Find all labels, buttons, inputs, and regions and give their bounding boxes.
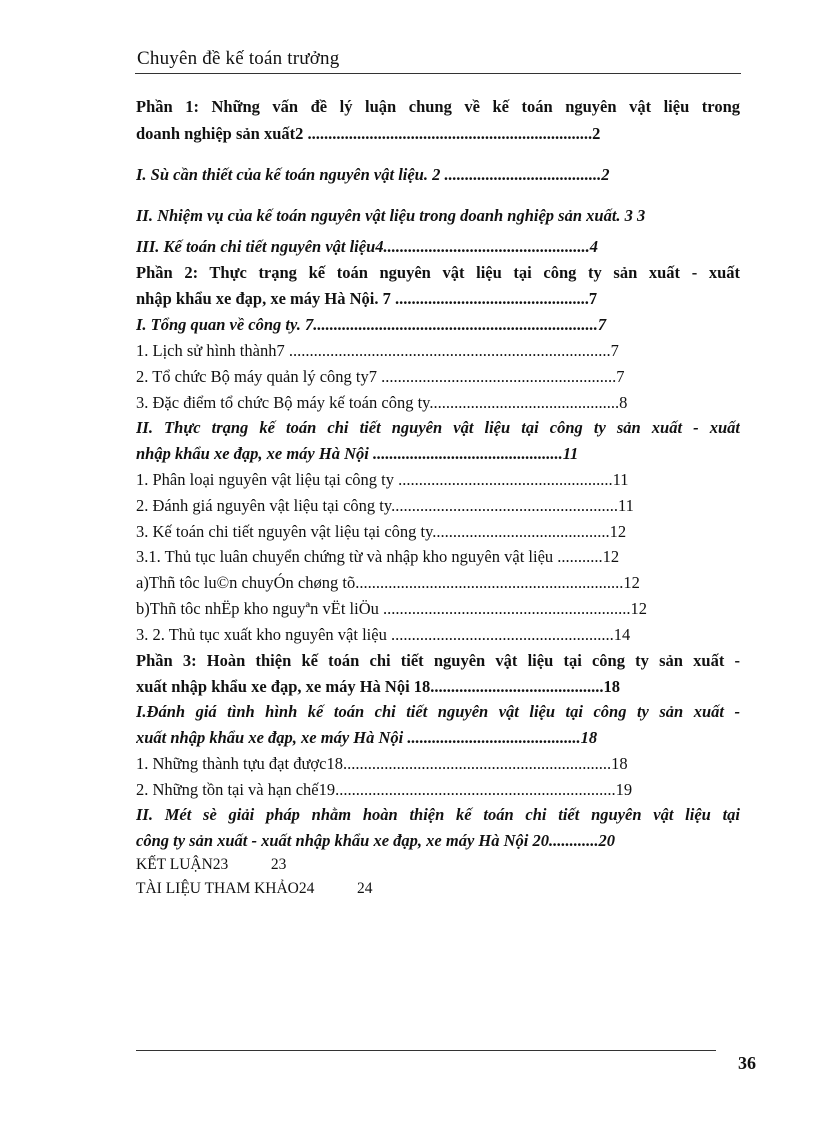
toc-entry-3-1-line-2: xuất nhập khẩu xe đạp, xe máy Hà Nội ..........................................18 bbox=[136, 728, 598, 747]
toc-entry-2-1-2: 2. Tổ chức Bộ máy quản lý công ty7 .........................................................7 bbox=[136, 367, 625, 386]
toc-part-1-line-1: Phần 1: Những vấn đề lý luận chung về kế toán nguyên vật liệu trong bbox=[136, 97, 740, 116]
toc-entry-2-1-3: 3. Đặc điểm tổ chức Bộ máy kế toán công ty..............................................8 bbox=[136, 393, 628, 412]
toc-part-2-line-1: Phần 2: Thực trạng kế toán nguyên vật liệu tại công ty sản xuất - xuất bbox=[136, 263, 740, 282]
toc-entry-2-2-2: 2. Đánh giá nguyên vật liệu tại công ty.......................................................11 bbox=[136, 496, 634, 515]
page-number: 36 bbox=[738, 1053, 756, 1073]
toc-entry-3-1-2: 2. Những tồn tại và hạn chế19....................................................................19 bbox=[136, 780, 633, 799]
toc-entry-2-2-1: 1. Phân loại nguyên vật liệu tại công ty ....................................................11 bbox=[136, 470, 629, 489]
toc-entry-2-1: I. Tổng quan về công ty. 7.....................................................................7 bbox=[136, 315, 607, 334]
toc-entry-2-2-line-1: II. Thực trạng kế toán chi tiết nguyên vật liệu tại công ty sản xuất - xuất bbox=[136, 418, 740, 437]
toc-entry-3-2-line-2: công ty sản xuất - xuất nhập khẩu xe đạp, xe máy Hà Nội 20............20 bbox=[136, 831, 615, 850]
header-divider bbox=[135, 73, 741, 74]
footer-divider bbox=[136, 1050, 716, 1051]
toc-entry-3-1-1: 1. Những thành tựu đạt được18.................................................................18 bbox=[136, 754, 628, 773]
toc-entry-1-2: II. Nhiệm vụ của kế toán nguyên vật liệu trong doanh nghiệp sản xuất. 3 3 bbox=[136, 206, 646, 225]
toc-entry-1-3: III. Kế toán chi tiết nguyên vật liệu4..................................................4 bbox=[136, 237, 599, 256]
toc-entry-1-1: I. Sù cần thiết của kế toán nguyên vật liệu. 2 ......................................2 bbox=[136, 165, 610, 184]
toc-conclusion: KẾT LUẬN23 23 bbox=[136, 856, 287, 873]
toc-entry-2-1-1: 1. Lịch sử hình thành7 ..............................................................................7 bbox=[136, 341, 619, 360]
toc-entry-3-2-line-1: II. Mét sè giải pháp nhằm hoàn thiện kế toán chi tiết nguyên vật liệu tại bbox=[136, 805, 740, 824]
toc-part-1-line-2: doanh nghiệp sản xuất2 .....................................................................2 bbox=[136, 124, 601, 143]
toc-part-3-line-1: Phần 3: Hoàn thiện kế toán chi tiết nguyên vật liệu tại công ty sản xuất - bbox=[136, 651, 740, 670]
toc-references: TÀI LIỆU THAM KHẢO24 24 bbox=[136, 880, 373, 897]
toc-entry-2-2-3: 3. Kế toán chi tiết nguyên vật liệu tại công ty...........................................12 bbox=[136, 522, 627, 541]
toc-entry-2-2-3-1-a: a)Thñ tôc lu©n chuyÓn chøng tõ.................................................................12 bbox=[136, 573, 640, 592]
toc-entry-3-1-line-1: I.Đánh giá tình hình kế toán chi tiết nguyên vật liệu tại công ty sản xuất - bbox=[136, 702, 740, 721]
toc-entry-2-2-3-1: 3.1. Thủ tục luân chuyển chứng từ và nhập kho nguyên vật liệu ...........12 bbox=[136, 547, 620, 566]
toc-part-3-line-2: xuất nhập khẩu xe đạp, xe máy Hà Nội 18..........................................18 bbox=[136, 677, 621, 696]
page-header-title: Chuyên đề kế toán trưởng bbox=[137, 48, 340, 69]
toc-entry-2-2-line-2: nhập khẩu xe đạp, xe máy Hà Nội ..............................................11 bbox=[136, 444, 579, 463]
toc-part-2-line-2: nhập khẩu xe đạp, xe máy Hà Nội. 7 ...............................................7 bbox=[136, 289, 598, 308]
toc-entry-2-2-3-1-b: b)Thñ tôc nhËp kho nguyªn vËt liÖu ............................................................12 bbox=[136, 599, 647, 618]
toc-entry-2-2-3-2: 3. 2. Thủ tục xuất kho nguyên vật liệu ......................................................14 bbox=[136, 625, 631, 644]
